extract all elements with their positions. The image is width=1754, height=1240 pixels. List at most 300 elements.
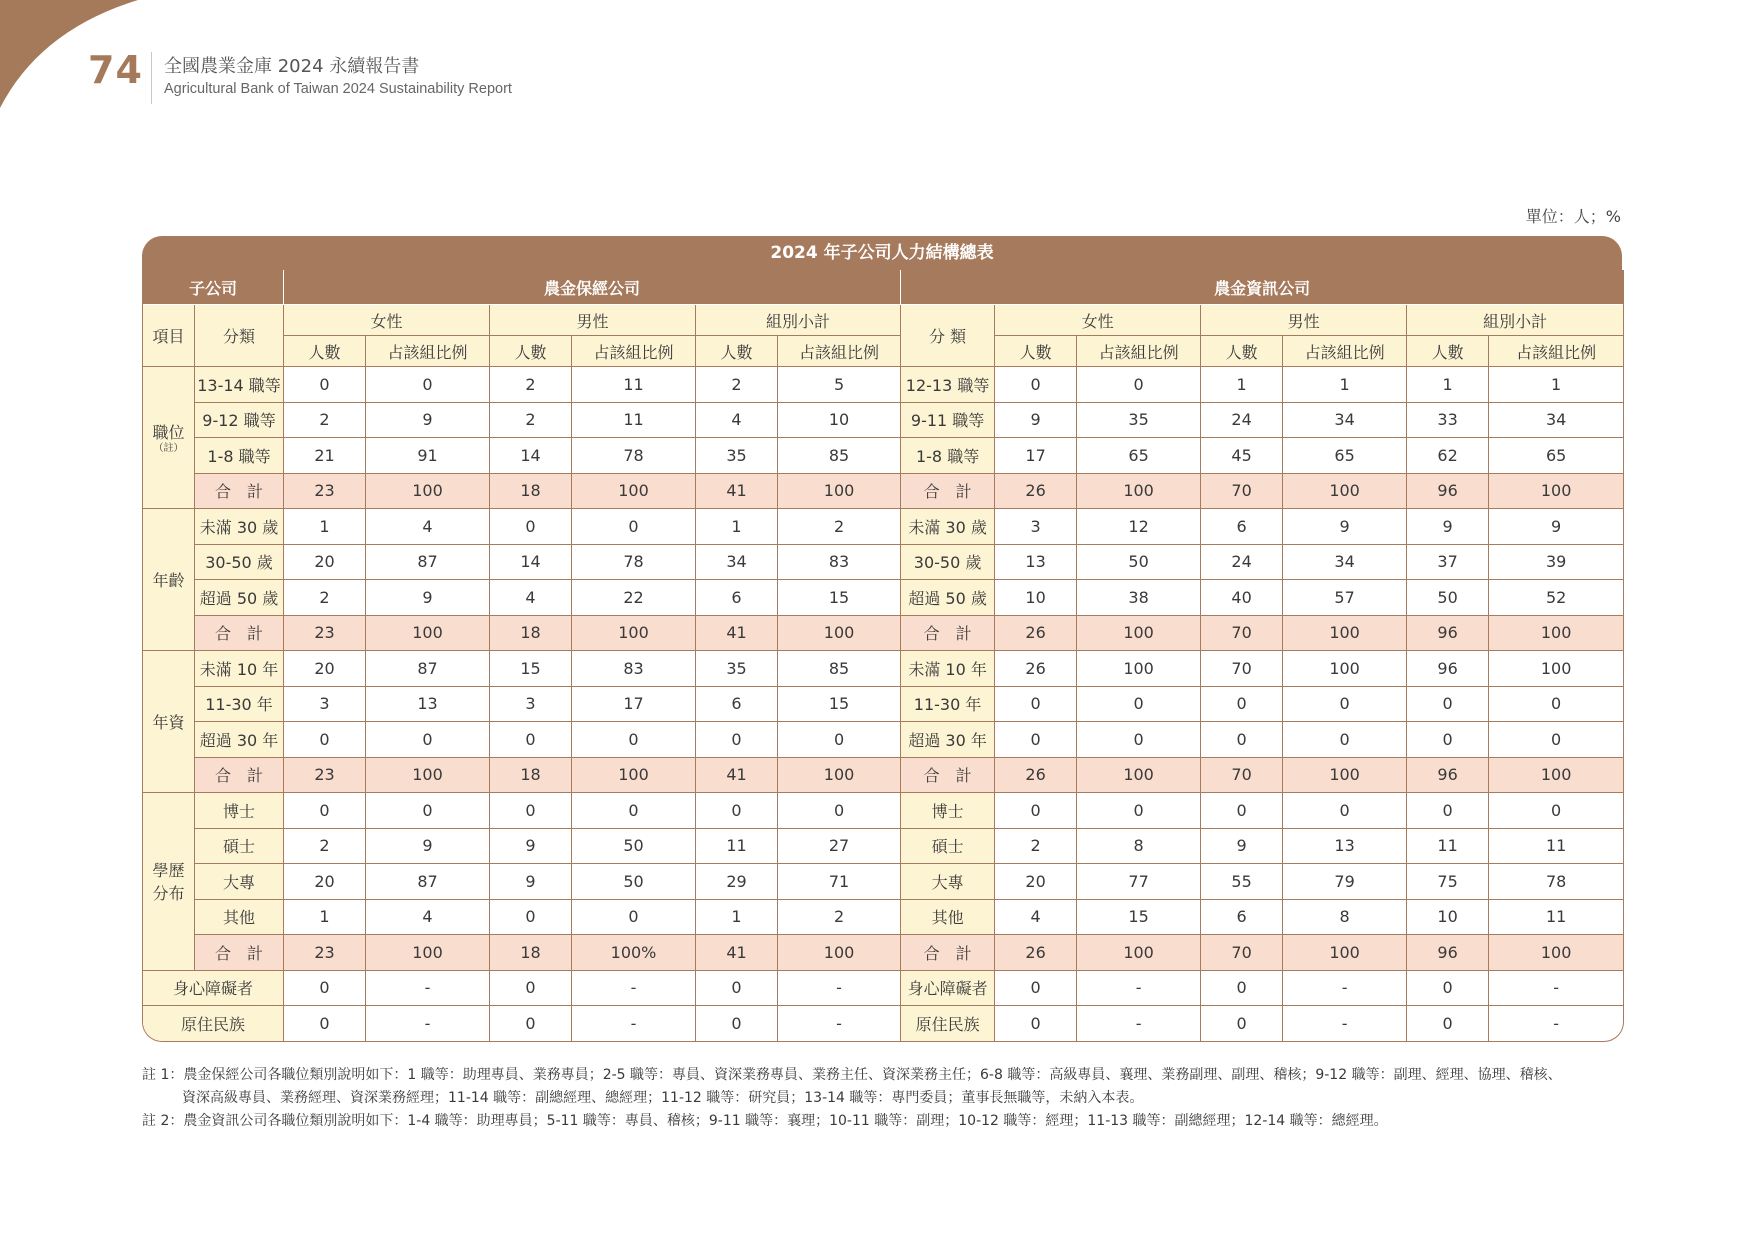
total-label: 合 計	[901, 935, 995, 971]
category-cell: 1-8 職等	[195, 438, 284, 474]
report-title-zh: 全國農業金庫 2024 永續報告書	[164, 56, 420, 77]
value-cell: 0	[284, 367, 366, 403]
value-cell: 77	[1077, 864, 1201, 900]
category-cell: 11-30 年	[195, 687, 284, 723]
total-value-cell: 18	[490, 758, 572, 794]
category-cell: 未滿 10 年	[901, 651, 995, 687]
value-cell: 0	[366, 793, 490, 829]
total-value-cell: 70	[1201, 758, 1283, 794]
total-value-cell: 100	[1077, 935, 1201, 971]
value-cell: 2	[490, 403, 572, 439]
category-cell: 30-50 歲	[901, 545, 995, 581]
category-cell: 大專	[195, 864, 284, 900]
total-value-cell: 100	[572, 758, 696, 794]
count-header: 人數	[1407, 336, 1489, 367]
value-cell: 0	[1489, 793, 1623, 829]
group-label	[143, 651, 195, 793]
table-row	[143, 829, 1623, 865]
value-cell: 50	[572, 864, 696, 900]
ratio-header: 占該組比例	[572, 336, 696, 367]
value-cell: 0	[995, 722, 1077, 758]
table-row	[143, 793, 1623, 829]
total-value-cell: 100%	[572, 935, 696, 971]
value-cell: 78	[1489, 864, 1623, 900]
value-cell: 2	[995, 829, 1077, 865]
value-cell: 0	[995, 687, 1077, 723]
special-label: 原住民族	[143, 1006, 284, 1041]
category-cell: 其他	[195, 900, 284, 936]
value-cell: 50	[1407, 580, 1489, 616]
value-cell: 0	[995, 1006, 1077, 1041]
value-cell: 0	[1489, 722, 1623, 758]
category-cell: 9-11 職等	[901, 403, 995, 439]
total-value-cell: 23	[284, 474, 366, 510]
value-cell: 100	[1489, 651, 1623, 687]
footnote-2: 註 2：農金資訊公司各職位類別說明如下：1-4 職等：助理專員；5-11 職等：專員、稽核；9-11 職等：襄理；10-11 職等：副理；10-12 職等：經理；11-13 職等：副總經理；12-14 職等：總經理。	[142, 1113, 1388, 1129]
total-label: 合 計	[195, 758, 284, 794]
value-cell: 0	[1489, 687, 1623, 723]
total-value-cell: 96	[1407, 474, 1489, 510]
table-row	[143, 367, 1623, 403]
value-cell: 34	[1283, 403, 1407, 439]
total-value-cell: 100	[1283, 758, 1407, 794]
value-cell: 26	[995, 651, 1077, 687]
value-cell: 29	[696, 864, 778, 900]
value-cell: 96	[1407, 651, 1489, 687]
value-cell: 0	[1077, 687, 1201, 723]
category-cell: 其他	[901, 900, 995, 936]
total-value-cell: 100	[1489, 474, 1623, 510]
value-cell: 78	[572, 545, 696, 581]
value-cell: 4	[995, 900, 1077, 936]
value-cell: -	[1077, 971, 1201, 1007]
value-cell: 9	[366, 829, 490, 865]
total-value-cell: 26	[995, 758, 1077, 794]
value-cell: 27	[778, 829, 901, 865]
total-value-cell: 26	[995, 616, 1077, 652]
value-cell: 0	[1201, 687, 1283, 723]
total-value-cell: 100	[572, 474, 696, 510]
total-value-cell: 100	[778, 758, 901, 794]
value-cell: 38	[1077, 580, 1201, 616]
value-cell: 4	[696, 403, 778, 439]
value-cell: 35	[1077, 403, 1201, 439]
total-value-cell: 100	[1077, 616, 1201, 652]
value-cell: 65	[1077, 438, 1201, 474]
total-value-cell: 96	[1407, 616, 1489, 652]
table-row	[143, 651, 1623, 687]
value-cell: 0	[490, 971, 572, 1007]
value-cell: 87	[366, 545, 490, 581]
total-value-cell: 100	[366, 616, 490, 652]
value-cell: 20	[284, 651, 366, 687]
value-cell: 2	[490, 367, 572, 403]
total-value-cell: 70	[1201, 935, 1283, 971]
a-subtotal-header: 組別小計	[696, 305, 901, 336]
value-cell: 2	[696, 367, 778, 403]
table-row	[143, 900, 1623, 936]
value-cell: 20	[995, 864, 1077, 900]
total-value-cell: 100	[778, 616, 901, 652]
total-value-cell: 18	[490, 616, 572, 652]
value-cell: 13	[995, 545, 1077, 581]
value-cell: 0	[284, 1006, 366, 1041]
total-label: 合 計	[901, 616, 995, 652]
unit-label: 單位：人；%	[1525, 207, 1621, 226]
total-value-cell: 70	[1201, 474, 1283, 510]
value-cell: -	[778, 971, 901, 1007]
category-cell: 碩士	[901, 829, 995, 865]
total-value-cell: 100	[1077, 758, 1201, 794]
page-number: 74	[88, 48, 143, 92]
value-cell: 0	[490, 900, 572, 936]
value-cell: 1	[696, 509, 778, 545]
table-row	[143, 580, 1623, 616]
count-header: 人數	[995, 336, 1077, 367]
value-cell: 35	[696, 651, 778, 687]
value-cell: 0	[1283, 793, 1407, 829]
value-cell: 11	[1489, 829, 1623, 865]
total-value-cell: 100	[1283, 474, 1407, 510]
group-label-line: 分布	[152, 884, 185, 904]
total-value-cell: 100	[1283, 616, 1407, 652]
value-cell: 11	[572, 367, 696, 403]
group-label	[143, 509, 195, 651]
total-value-cell: 26	[995, 935, 1077, 971]
table-row	[143, 509, 1623, 545]
total-row	[143, 758, 1623, 794]
value-cell: 24	[1201, 545, 1283, 581]
b-subtotal-header: 組別小計	[1407, 305, 1623, 336]
table-row	[143, 403, 1623, 439]
value-cell: 40	[1201, 580, 1283, 616]
category-cell: 碩士	[195, 829, 284, 865]
value-cell: 100	[1283, 651, 1407, 687]
value-cell: -	[572, 971, 696, 1007]
total-value-cell: 100	[1489, 935, 1623, 971]
value-cell: 55	[1201, 864, 1283, 900]
value-cell: 9	[1283, 509, 1407, 545]
b-male-header: 男性	[1201, 305, 1407, 336]
value-cell: 17	[995, 438, 1077, 474]
total-value-cell: 23	[284, 935, 366, 971]
value-cell: 6	[1201, 900, 1283, 936]
value-cell: 0	[778, 722, 901, 758]
value-cell: 1	[284, 900, 366, 936]
value-cell: 10	[778, 403, 901, 439]
value-cell: 14	[490, 545, 572, 581]
group-label	[143, 367, 195, 509]
value-cell: 6	[696, 687, 778, 723]
value-cell: 2	[284, 829, 366, 865]
total-value-cell: 26	[995, 474, 1077, 510]
total-value-cell: 100	[1489, 758, 1623, 794]
table-row	[143, 438, 1623, 474]
table-title: 2024 年子公司人力結構總表	[142, 236, 1622, 270]
value-cell: 0	[778, 793, 901, 829]
a-male-header: 男性	[490, 305, 696, 336]
value-cell: 78	[572, 438, 696, 474]
value-cell: 5	[778, 367, 901, 403]
value-cell: 83	[778, 545, 901, 581]
value-cell: 33	[1407, 403, 1489, 439]
table-row	[143, 864, 1623, 900]
footnotes	[142, 1064, 1622, 1133]
value-cell: 35	[696, 438, 778, 474]
total-value-cell: 100	[366, 474, 490, 510]
value-cell: 11	[696, 829, 778, 865]
value-cell: 0	[696, 793, 778, 829]
value-cell: 2	[778, 900, 901, 936]
workforce-table-container	[142, 236, 1622, 1042]
a-female-header: 女性	[284, 305, 490, 336]
value-cell: 9	[1407, 509, 1489, 545]
value-cell: 1	[284, 509, 366, 545]
value-cell: 1	[1283, 367, 1407, 403]
total-value-cell: 100	[778, 474, 901, 510]
group-label	[143, 793, 195, 971]
special-row	[143, 971, 1623, 1007]
value-cell: 0	[1077, 793, 1201, 829]
value-cell: -	[1283, 971, 1407, 1007]
value-cell: 75	[1407, 864, 1489, 900]
value-cell: 11	[1489, 900, 1623, 936]
value-cell: 0	[284, 793, 366, 829]
value-cell: 52	[1489, 580, 1623, 616]
value-cell: 0	[1201, 1006, 1283, 1041]
total-label: 合 計	[901, 474, 995, 510]
count-header: 人數	[490, 336, 572, 367]
total-label: 合 計	[195, 474, 284, 510]
category-cell: 未滿 30 歲	[901, 509, 995, 545]
value-cell: -	[1553, 1013, 1560, 1033]
value-cell: 34	[1283, 545, 1407, 581]
value-cell: 0	[572, 900, 696, 936]
value-cell: 9	[366, 403, 490, 439]
value-cell: 2	[284, 403, 366, 439]
footnote-1-continued: 資深高級專員、業務經理、資深業務經理；11-14 職等：副總經理、總經理；11-12 職等：研究員；13-14 職等：專門委員；董事長無職等，未納入本表。	[182, 1090, 1144, 1106]
value-cell: 34	[1489, 403, 1623, 439]
table-row	[143, 687, 1623, 723]
total-value-cell: 18	[490, 474, 572, 510]
group-label-line: 學歷	[152, 861, 185, 881]
value-cell: 62	[1407, 438, 1489, 474]
total-row	[143, 616, 1623, 652]
value-cell: 0	[1201, 971, 1283, 1007]
value-cell: 0	[1407, 793, 1489, 829]
value-cell: 0	[1283, 687, 1407, 723]
total-value-cell: 100	[572, 616, 696, 652]
total-row	[143, 935, 1623, 971]
ratio-header: 占該組比例	[366, 336, 490, 367]
value-cell: 50	[1077, 545, 1201, 581]
value-cell: 15	[778, 687, 901, 723]
value-cell: -	[572, 1006, 696, 1041]
value-cell: 34	[696, 545, 778, 581]
category-cell: 30-50 歲	[195, 545, 284, 581]
category-header: 分類	[195, 305, 284, 367]
value-cell: 11	[572, 403, 696, 439]
value-cell: 0	[995, 367, 1077, 403]
value-cell: 0	[490, 722, 572, 758]
total-value-cell: 100	[366, 935, 490, 971]
total-value-cell: 18	[490, 935, 572, 971]
value-cell: 11	[1407, 829, 1489, 865]
value-cell: 87	[366, 864, 490, 900]
ratio-header: 占該組比例	[778, 336, 901, 367]
value-cell: 0	[1077, 722, 1201, 758]
total-value-cell: 23	[284, 758, 366, 794]
total-value-cell: 41	[696, 935, 778, 971]
value-cell: 15	[490, 651, 572, 687]
total-value-cell: 41	[696, 758, 778, 794]
value-cell: 1	[696, 900, 778, 936]
total-value-cell: 100	[366, 758, 490, 794]
value-cell: 0	[284, 722, 366, 758]
value-cell: 0	[995, 793, 1077, 829]
note-marker: （註）	[153, 443, 184, 454]
value-cell: 0	[572, 793, 696, 829]
count-header: 人數	[284, 336, 366, 367]
value-cell: 9	[1489, 509, 1623, 545]
b-female-header: 女性	[995, 305, 1201, 336]
workforce-structure-table	[142, 270, 1624, 1042]
category-cell: 大專	[901, 864, 995, 900]
category-cell: 博士	[901, 793, 995, 829]
count-header: 人數	[696, 336, 778, 367]
total-value-cell: 100	[778, 935, 901, 971]
value-cell: 10	[995, 580, 1077, 616]
value-cell: 45	[1201, 438, 1283, 474]
value-cell: 12	[1077, 509, 1201, 545]
value-cell: 22	[572, 580, 696, 616]
value-cell: 0	[366, 722, 490, 758]
value-cell: 79	[1283, 864, 1407, 900]
company-a-header: 農金保經公司	[284, 270, 901, 305]
value-cell: 0	[490, 1006, 572, 1041]
value-cell: 71	[778, 864, 901, 900]
total-value-cell: 100	[1077, 474, 1201, 510]
value-cell: 14	[490, 438, 572, 474]
report-title-en: Agricultural Bank of Taiwan 2024 Sustainability Report	[164, 81, 512, 97]
total-label: 合 計	[195, 935, 284, 971]
value-cell: 3	[284, 687, 366, 723]
category-cell: 11-30 年	[901, 687, 995, 723]
value-cell: 21	[284, 438, 366, 474]
category-cell: 9-12 職等	[195, 403, 284, 439]
value-cell: 9	[490, 829, 572, 865]
value-cell: 24	[1201, 403, 1283, 439]
value-cell: 9	[490, 864, 572, 900]
value-cell: 13	[366, 687, 490, 723]
value-cell: -	[778, 1006, 901, 1041]
table-row	[143, 722, 1623, 758]
value-cell: 0	[696, 722, 778, 758]
count-header: 人數	[1201, 336, 1283, 367]
value-cell: 15	[1077, 900, 1201, 936]
value-cell: 8	[1283, 900, 1407, 936]
value-cell: 1	[1201, 367, 1283, 403]
value-cell: 9	[995, 403, 1077, 439]
total-value-cell: 41	[696, 474, 778, 510]
value-cell: 20	[284, 545, 366, 581]
total-label: 合 計	[195, 616, 284, 652]
total-label: 合 計	[901, 758, 995, 794]
value-cell: 6	[696, 580, 778, 616]
value-cell: 10	[1407, 900, 1489, 936]
value-cell: 0	[1201, 722, 1283, 758]
value-cell: 6	[1201, 509, 1283, 545]
value-cell: 0	[1201, 793, 1283, 829]
value-cell: 91	[366, 438, 490, 474]
value-cell: 39	[1489, 545, 1623, 581]
total-row	[143, 474, 1623, 510]
value-cell: 37	[1407, 545, 1489, 581]
table-row	[143, 545, 1623, 581]
value-cell: 100	[1077, 651, 1201, 687]
value-cell: 0	[366, 367, 490, 403]
value-cell: 0	[1407, 1006, 1489, 1041]
value-cell: 50	[572, 829, 696, 865]
special-row	[143, 1006, 1623, 1041]
total-value-cell: 96	[1407, 758, 1489, 794]
value-cell: 9	[1201, 829, 1283, 865]
value-cell: 0	[696, 971, 778, 1007]
ratio-header: 占該組比例	[1283, 336, 1407, 367]
value-cell: 0	[490, 509, 572, 545]
value-cell: 57	[1283, 580, 1407, 616]
total-value-cell: 96	[1407, 935, 1489, 971]
footnote-1: 註 1：農金保經公司各職位類別說明如下：1 職等：助理專員、業務專員；2-5 職等：專員、資深業務專員、業務主任、資深業務主任；6-8 職等：高級專員、襄理、業務副理、副理、稽核；9-12 職等：副理、經理、協理、稽核、	[142, 1067, 1562, 1083]
category-cell: 1-8 職等	[901, 438, 995, 474]
value-cell: 0	[1407, 687, 1489, 723]
value-cell: 2	[778, 509, 901, 545]
value-cell: -	[1489, 971, 1623, 1007]
value-cell: 1	[1407, 367, 1489, 403]
value-cell: 3	[490, 687, 572, 723]
value-cell: 4	[366, 509, 490, 545]
value-cell: 4	[490, 580, 572, 616]
value-cell: 0	[995, 971, 1077, 1007]
value-cell: 87	[366, 651, 490, 687]
value-cell: 0	[1407, 971, 1489, 1007]
total-value-cell: 41	[696, 616, 778, 652]
value-cell: 4	[366, 900, 490, 936]
value-cell: 85	[778, 438, 901, 474]
value-cell: 1	[1489, 367, 1623, 403]
value-cell: 8	[1077, 829, 1201, 865]
value-cell: 65	[1489, 438, 1623, 474]
group-label-line: 年齡	[152, 571, 185, 590]
category-cell: 12-13 職等	[901, 367, 995, 403]
category-cell: 13-14 職等	[195, 367, 284, 403]
value-cell: -	[366, 1006, 490, 1041]
ratio-header: 占該組比例	[1489, 336, 1623, 367]
value-cell: 0	[1077, 367, 1201, 403]
category-cell: 超過 30 年	[901, 722, 995, 758]
special-label: 身心障礙者	[143, 971, 284, 1007]
value-cell: 0	[696, 1006, 778, 1041]
company-b-header: 農金資訊公司	[901, 270, 1623, 305]
group-label-line: 年資	[152, 713, 185, 732]
value-cell: 83	[572, 651, 696, 687]
special-label: 身心障礙者	[901, 971, 995, 1007]
value-cell: 0	[572, 722, 696, 758]
total-value-cell: 100	[1283, 935, 1407, 971]
category-cell: 未滿 10 年	[195, 651, 284, 687]
b-category-header: 分 類	[901, 305, 995, 367]
category-cell: 超過 30 年	[195, 722, 284, 758]
